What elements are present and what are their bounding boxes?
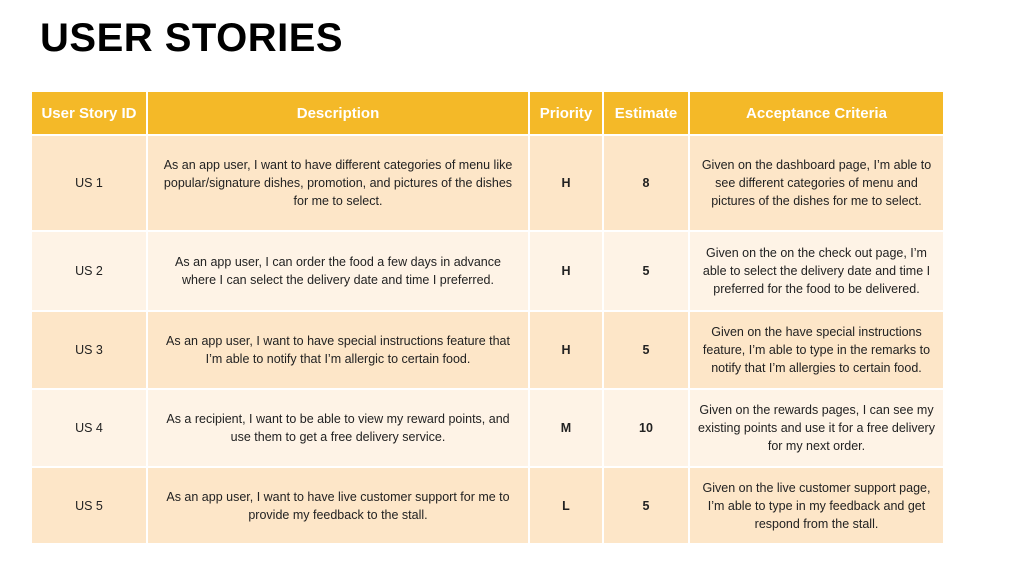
- description-cell: As an app user, I want to have different categories of menu like popular/signature dishes, promotion, and pictures of the dishes for me to select.: [147, 135, 529, 231]
- header-priority: Priority: [529, 92, 603, 135]
- slide-title: USER STORIES: [40, 16, 344, 60]
- header-estimate: Estimate: [603, 92, 689, 135]
- acceptance-cell: Given on the on the check out page, I’m able to select the delivery date and time I preferred for the food to be delivered.: [689, 231, 943, 311]
- table-row: [32, 467, 943, 543]
- priority-cell: H: [529, 135, 603, 231]
- header-user-story-id: User Story ID: [32, 92, 147, 135]
- acceptance-cell: Given on the rewards pages, I can see my existing points and use it for a free delivery for my next order.: [689, 389, 943, 467]
- description-cell: As an app user, I want to have special instructions feature that I’m able to notify that I’m allergic to certain food.: [147, 311, 529, 389]
- header-description: Description: [147, 92, 529, 135]
- acceptance-cell: Given on the have special instructions feature, I’m able to type in the remarks to notify that I’m allergies to certain food.: [689, 311, 943, 389]
- table-row: [32, 311, 943, 389]
- table-header-row: [32, 92, 943, 135]
- priority-cell: H: [529, 231, 603, 311]
- story-id-cell: US 1: [32, 135, 147, 231]
- estimate-cell: 5: [603, 311, 689, 389]
- story-id-cell: US 4: [32, 389, 147, 467]
- story-id-cell: US 3: [32, 311, 147, 389]
- priority-cell: L: [529, 467, 603, 543]
- description-cell: As a recipient, I want to be able to view my reward points, and use them to get a free delivery service.: [147, 389, 529, 467]
- estimate-cell: 5: [603, 467, 689, 543]
- story-id-cell: US 5: [32, 467, 147, 543]
- estimate-cell: 10: [603, 389, 689, 467]
- estimate-cell: 8: [603, 135, 689, 231]
- acceptance-cell: Given on the live customer support page, I’m able to type in my feedback and get respond from the stall.: [689, 467, 943, 543]
- header-acceptance-criteria: Acceptance Criteria: [689, 92, 943, 135]
- description-cell: As an app user, I can order the food a few days in advance where I can select the delivery date and time I preferred.: [147, 231, 529, 311]
- table-row: [32, 389, 943, 467]
- story-id-cell: US 2: [32, 231, 147, 311]
- user-stories-table: [32, 92, 943, 543]
- table-row: [32, 231, 943, 311]
- estimate-cell: 5: [603, 231, 689, 311]
- description-cell: As an app user, I want to have live customer support for me to provide my feedback to the stall.: [147, 467, 529, 543]
- priority-cell: H: [529, 311, 603, 389]
- table-row: [32, 135, 943, 231]
- acceptance-cell: Given on the dashboard page, I’m able to see different categories of menu and pictures of the dishes for me to select.: [689, 135, 943, 231]
- priority-cell: M: [529, 389, 603, 467]
